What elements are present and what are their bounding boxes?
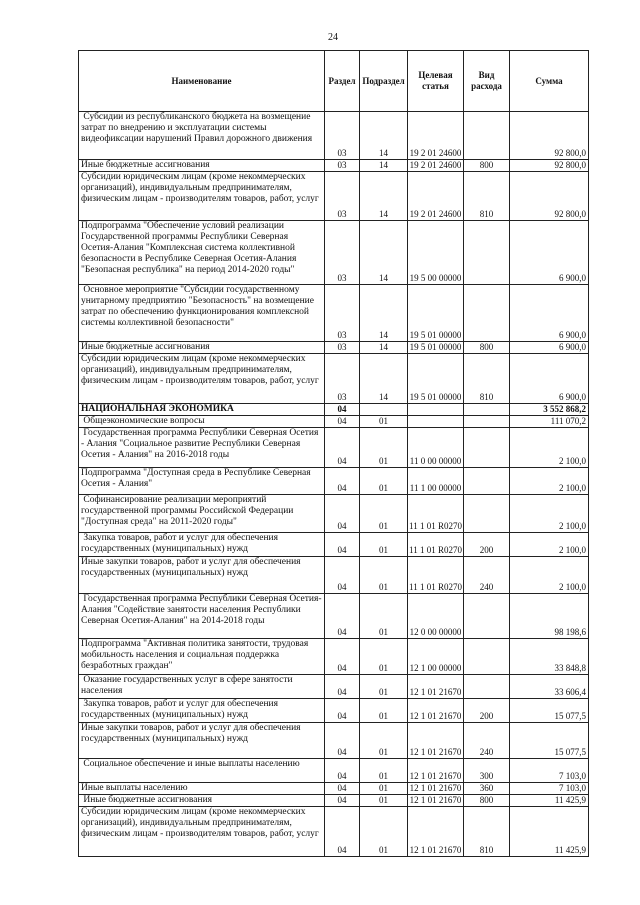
cell-expense-type: 200 (464, 699, 510, 723)
cell-subsection: 14 (360, 285, 408, 342)
table-row (79, 594, 589, 639)
cell-subsection: 14 (360, 354, 408, 404)
cell-section: 04 (325, 428, 360, 468)
cell-expense-type (464, 285, 510, 342)
table-row (79, 221, 589, 285)
cell-section: 03 (325, 172, 360, 221)
cell-amount: 3 552 868,2 (510, 404, 589, 416)
table-row (79, 783, 589, 795)
cell-name: Субсидии юридическим лицам (кроме некоммерческих организаций), индивидуальным предпринимателям, физическим лицам - производителям товаров, работ, услуг (79, 807, 325, 857)
cell-target-article: 11 0 00 00000 (408, 428, 464, 468)
cell-target-article: 19 2 01 24600 (408, 112, 464, 160)
cell-subsection: 14 (360, 172, 408, 221)
cell-subsection: 01 (360, 428, 408, 468)
cell-amount: 6 900,0 (510, 221, 589, 285)
cell-subsection: 01 (360, 759, 408, 783)
table-row (79, 342, 589, 354)
cell-subsection: 01 (360, 533, 408, 557)
cell-section: 03 (325, 221, 360, 285)
cell-subsection: 01 (360, 807, 408, 857)
cell-section: 04 (325, 723, 360, 759)
cell-amount: 2 100,0 (510, 495, 589, 533)
header-section: Раздел (325, 51, 360, 112)
cell-section: 04 (325, 404, 360, 416)
cell-amount: 15 077,5 (510, 699, 589, 723)
cell-amount: 7 103,0 (510, 759, 589, 783)
cell-subsection: 14 (360, 160, 408, 172)
table-row (79, 795, 589, 807)
cell-target-article (408, 404, 464, 416)
cell-subsection: 01 (360, 468, 408, 495)
table-row (79, 723, 589, 759)
header-target-article: Целевая статья (408, 51, 464, 112)
cell-target-article: 12 0 00 00000 (408, 594, 464, 639)
cell-target-article: 19 2 01 24600 (408, 172, 464, 221)
cell-target-article: 12 1 01 21670 (408, 759, 464, 783)
cell-amount: 7 103,0 (510, 783, 589, 795)
cell-subsection: 01 (360, 639, 408, 675)
cell-expense-type: 360 (464, 783, 510, 795)
table-row (79, 533, 589, 557)
cell-name: Подпрограмма "Активная политика занятости, трудовая мобильность населения и социальная поддержка безработных граждан" (79, 639, 325, 675)
cell-expense-type: 240 (464, 557, 510, 594)
budget-table (78, 50, 589, 857)
cell-target-article: 19 5 01 00000 (408, 354, 464, 404)
cell-expense-type: 240 (464, 723, 510, 759)
cell-name: Государственная программа Республики Северная Осетия - Алания "Социальное развитие Республики Северная Осетия - Алания" на 2016-2018 годы (79, 428, 325, 468)
cell-subsection: 01 (360, 495, 408, 533)
cell-amount: 98 198,6 (510, 594, 589, 639)
cell-amount: 92 800,0 (510, 172, 589, 221)
cell-section: 04 (325, 557, 360, 594)
cell-amount: 2 100,0 (510, 533, 589, 557)
table-row (79, 699, 589, 723)
cell-amount: 33 848,8 (510, 639, 589, 675)
table-row (79, 172, 589, 221)
cell-name: Общеэкономические вопросы (79, 416, 325, 428)
cell-name: Подпрограмма "Обеспечение условий реализации Государственной программы Республики Северная Осетия-Алания "Комплексная система коллективной безопасности в Республике Северная Осетия-Алания "Безопасная республика" на период 2014-2020 годы" (79, 221, 325, 285)
cell-amount: 11 425,9 (510, 795, 589, 807)
table-row (79, 112, 589, 160)
table-row (79, 807, 589, 857)
cell-expense-type (464, 112, 510, 160)
cell-expense-type (464, 221, 510, 285)
cell-target-article: 12 1 01 21670 (408, 795, 464, 807)
cell-target-article: 12 1 00 00000 (408, 639, 464, 675)
cell-subsection: 01 (360, 557, 408, 594)
cell-section: 04 (325, 783, 360, 795)
cell-amount: 2 100,0 (510, 468, 589, 495)
cell-section: 04 (325, 468, 360, 495)
cell-section: 03 (325, 112, 360, 160)
cell-expense-type (464, 416, 510, 428)
cell-target-article: 11 1 01 R0270 (408, 495, 464, 533)
header-expense-type: Вид расхода (464, 51, 510, 112)
cell-expense-type (464, 404, 510, 416)
cell-amount: 6 900,0 (510, 342, 589, 354)
cell-amount: 15 077,5 (510, 723, 589, 759)
cell-target-article: 19 2 01 24600 (408, 160, 464, 172)
cell-expense-type: 810 (464, 172, 510, 221)
cell-section: 04 (325, 759, 360, 783)
cell-name: Иные закупки товаров, работ и услуг для обеспечения государственных (муниципальных) нужд (79, 723, 325, 759)
cell-section: 04 (325, 533, 360, 557)
cell-subsection: 01 (360, 783, 408, 795)
cell-name: Подпрограмма "Доступная среда в Республике Северная Осетия - Алания" (79, 468, 325, 495)
cell-name: Государственная программа Республики Северная Осетия-Алания "Содействие занятости населения Республики Северная Осетия-Алания" на 2014-2018 годы (79, 594, 325, 639)
cell-subsection: 01 (360, 675, 408, 699)
cell-amount: 111 070,2 (510, 416, 589, 428)
cell-section: 04 (325, 807, 360, 857)
cell-target-article: 11 1 00 00000 (408, 468, 464, 495)
cell-target-article: 12 1 01 21670 (408, 723, 464, 759)
cell-name: Иные бюджетные ассигнования (79, 342, 325, 354)
cell-section: 03 (325, 160, 360, 172)
cell-name: Иные бюджетные ассигнования (79, 160, 325, 172)
cell-amount: 6 900,0 (510, 285, 589, 342)
cell-target-article: 12 1 01 21670 (408, 699, 464, 723)
cell-name: Иные закупки товаров, работ и услуг для обеспечения государственных (муниципальных) нужд (79, 557, 325, 594)
table-row (79, 428, 589, 468)
cell-section: 04 (325, 795, 360, 807)
table-row (79, 285, 589, 342)
cell-target-article: 19 5 00 00000 (408, 221, 464, 285)
cell-amount: 11 425,9 (510, 807, 589, 857)
table-row (79, 468, 589, 495)
cell-expense-type: 800 (464, 795, 510, 807)
cell-subsection (360, 404, 408, 416)
cell-name: Иные выплаты населению (79, 783, 325, 795)
cell-target-article: 19 5 01 00000 (408, 285, 464, 342)
cell-target-article: 19 5 01 00000 (408, 342, 464, 354)
cell-name: Закупка товаров, работ и услуг для обеспечения государственных (муниципальных) нужд (79, 699, 325, 723)
cell-section: 03 (325, 285, 360, 342)
table-row (79, 759, 589, 783)
table-body (79, 112, 589, 857)
cell-section: 03 (325, 342, 360, 354)
cell-name: Субсидии юридическим лицам (кроме некоммерческих организаций), индивидуальным предпринимателям, физическим лицам - производителям товаров, работ, услуг (79, 172, 325, 221)
cell-expense-type: 810 (464, 807, 510, 857)
cell-target-article: 12 1 01 21670 (408, 807, 464, 857)
cell-amount: 92 800,0 (510, 112, 589, 160)
cell-subsection: 14 (360, 221, 408, 285)
table-header (79, 51, 589, 112)
cell-expense-type (464, 468, 510, 495)
page-number: 24 (328, 32, 338, 43)
table-row (79, 639, 589, 675)
cell-section: 04 (325, 675, 360, 699)
cell-amount: 6 900,0 (510, 354, 589, 404)
table-row (79, 416, 589, 428)
cell-subsection: 01 (360, 723, 408, 759)
cell-expense-type (464, 675, 510, 699)
cell-section: 04 (325, 594, 360, 639)
table-row (79, 404, 589, 416)
cell-name: Закупка товаров, работ и услуг для обеспечения государственных (муниципальных) нужд (79, 533, 325, 557)
cell-target-article (408, 416, 464, 428)
cell-subsection: 01 (360, 416, 408, 428)
cell-name: НАЦИОНАЛЬНАЯ ЭКОНОМИКА (79, 404, 325, 416)
cell-target-article: 11 1 01 R0270 (408, 533, 464, 557)
cell-name: Субсидии из республиканского бюджета на возмещение затрат по внедрению и эксплуатации системы видеофиксации нарушений Правил дорожного движения (79, 112, 325, 160)
cell-amount: 2 100,0 (510, 557, 589, 594)
table-row (79, 557, 589, 594)
cell-name: Субсидии юридическим лицам (кроме некоммерческих организаций), индивидуальным предпринимателям, физическим лицам - производителям товаров, работ, услуг (79, 354, 325, 404)
table-row (79, 354, 589, 404)
header-subsection: Подраздел (360, 51, 408, 112)
cell-subsection: 01 (360, 795, 408, 807)
header-name: Наименование (79, 51, 325, 112)
cell-amount: 33 606,4 (510, 675, 589, 699)
header-amount: Сумма (510, 51, 589, 112)
cell-subsection: 01 (360, 594, 408, 639)
cell-target-article: 12 1 01 21670 (408, 675, 464, 699)
cell-expense-type: 800 (464, 342, 510, 354)
table-row (79, 495, 589, 533)
cell-subsection: 14 (360, 342, 408, 354)
cell-expense-type (464, 428, 510, 468)
cell-name: Социальное обеспечение и иные выплаты населению (79, 759, 325, 783)
cell-name: Софинансирование реализации мероприятий государственной программы Российской Федерации "Доступная среда" на 2011-2020 годы" (79, 495, 325, 533)
cell-expense-type: 810 (464, 354, 510, 404)
cell-name: Оказание государственных услуг в сфере занятости населения (79, 675, 325, 699)
cell-amount: 92 800,0 (510, 160, 589, 172)
cell-subsection: 01 (360, 699, 408, 723)
table-row (79, 160, 589, 172)
cell-expense-type: 300 (464, 759, 510, 783)
cell-amount: 2 100,0 (510, 428, 589, 468)
cell-expense-type (464, 495, 510, 533)
cell-name: Иные бюджетные ассигнования (79, 795, 325, 807)
cell-section: 03 (325, 354, 360, 404)
cell-section: 04 (325, 416, 360, 428)
cell-expense-type (464, 594, 510, 639)
cell-target-article: 11 1 01 R0270 (408, 557, 464, 594)
cell-name: Основное мероприятие "Субсидии государственному унитарному предприятию "Безопасность" на возмещение затрат по обеспечению функционирования комплексной системы коллективной безопасности" (79, 285, 325, 342)
header-row (79, 51, 589, 112)
cell-subsection: 14 (360, 112, 408, 160)
cell-expense-type (464, 639, 510, 675)
table-row (79, 675, 589, 699)
cell-section: 04 (325, 699, 360, 723)
cell-target-article: 12 1 01 21670 (408, 783, 464, 795)
cell-expense-type: 200 (464, 533, 510, 557)
cell-section: 04 (325, 495, 360, 533)
cell-section: 04 (325, 639, 360, 675)
cell-expense-type: 800 (464, 160, 510, 172)
